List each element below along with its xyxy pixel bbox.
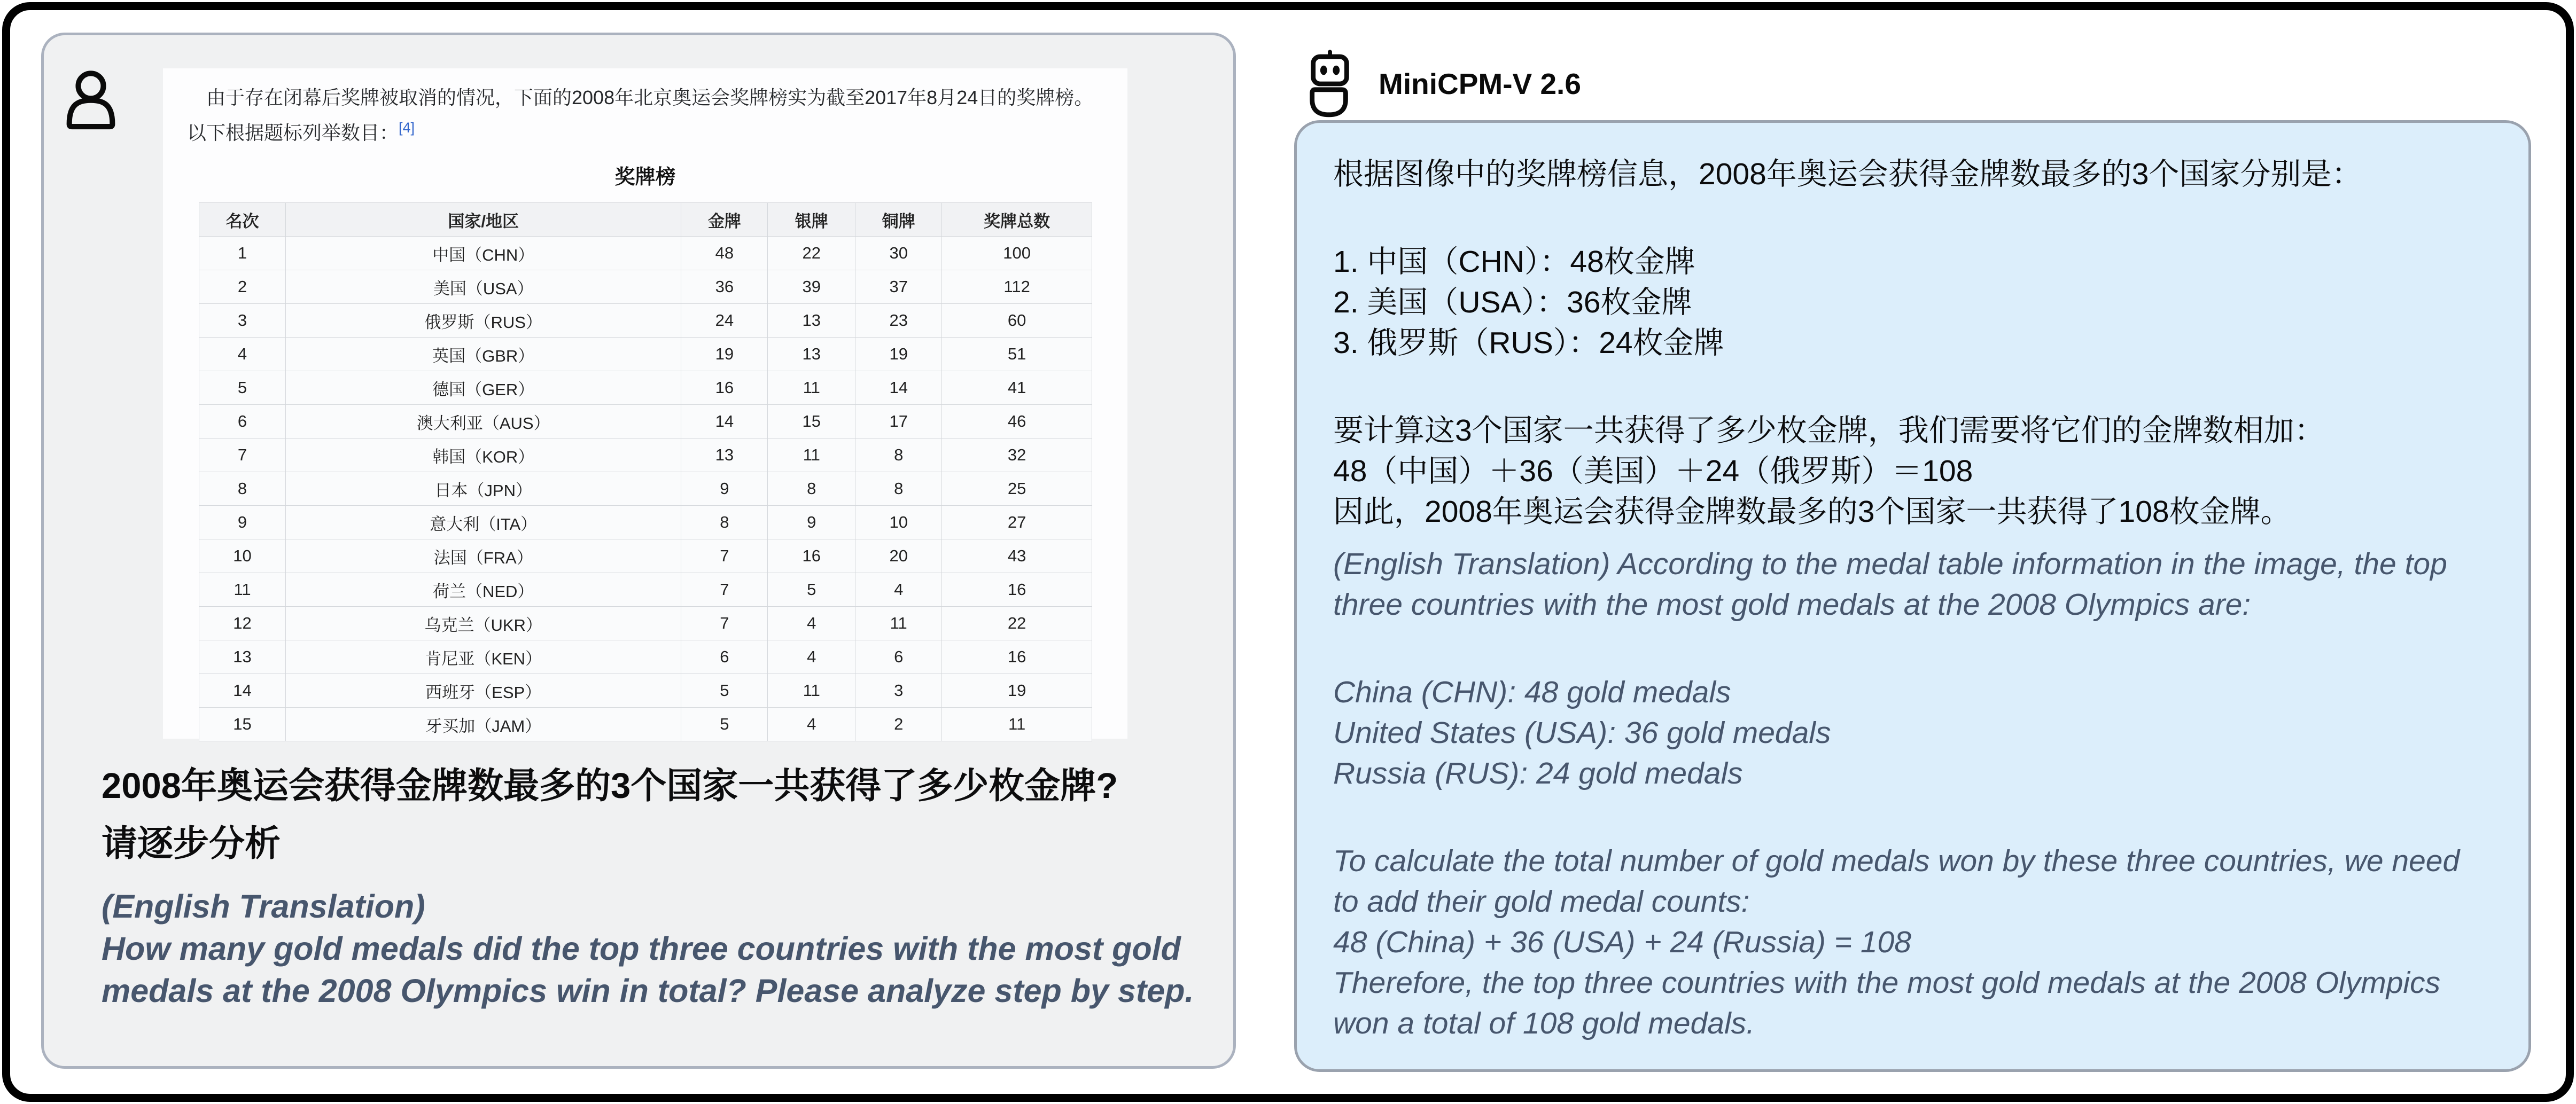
medal-table-cell: 19: [855, 338, 942, 371]
response-en-intro: (English Translation) According to the medal table information in the image, the top three countries with the most gold medals at the 2008 Olympics are:: [1333, 547, 2447, 622]
medal-table-cell: 13: [768, 338, 855, 371]
medal-table-cell: 10: [199, 539, 286, 573]
medal-table-row: [199, 573, 1092, 607]
medal-table-cell: 13: [199, 640, 286, 674]
medal-table-cell: 意大利（ITA）: [286, 506, 681, 539]
response-en-list-item: Russia (RUS): 24 gold medals: [1333, 756, 1743, 790]
medal-table-cell: 4: [768, 607, 855, 640]
medal-table-cell: 10: [855, 506, 942, 539]
medal-table-cell: 8: [199, 472, 286, 506]
medal-table-header-cell: 金牌: [681, 203, 768, 237]
medal-table-header-cell: 银牌: [768, 203, 855, 237]
medal-table-cell: 韩国（KOR）: [286, 439, 681, 472]
medal-table-cell: 46: [942, 405, 1092, 439]
medal-table-cell: 牙买加（JAM）: [286, 708, 681, 741]
medal-table-cell: 16: [942, 640, 1092, 674]
response-en-list-item: United States (USA): 36 gold medals: [1333, 716, 1831, 750]
question-en-text: How many gold medals did the top three countries with the most gold medals at the 2008 Olympics win in total? Please analyze step by step.: [102, 930, 1194, 1009]
medal-table-cell: 51: [942, 338, 1092, 371]
medal-table-cell: 15: [199, 708, 286, 741]
medal-table-row: [199, 674, 1092, 708]
medal-table-cell: 4: [768, 708, 855, 741]
medal-table-header-row: [199, 203, 1092, 237]
medal-table-cell: 中国（CHN）: [286, 237, 681, 270]
medal-table-cell: 25: [942, 472, 1092, 506]
citation-link: [4]: [399, 120, 415, 136]
medal-table-cell: 6: [199, 405, 286, 439]
medal-table-cell: 俄罗斯（RUS）: [286, 304, 681, 338]
medal-table-row: [199, 304, 1092, 338]
question-zh: [102, 757, 1202, 873]
embedded-medal-table-screenshot: [163, 68, 1127, 739]
medal-table-cell: 2: [199, 270, 286, 304]
robot-icon: [1304, 49, 1356, 119]
medal-table-row: [199, 338, 1092, 371]
medal-table-cell: 8: [681, 506, 768, 539]
medal-table-cell: 37: [855, 270, 942, 304]
response-en-list-item: China (CHN): 48 gold medals: [1333, 675, 1731, 709]
medal-table-cell: 36: [681, 270, 768, 304]
medal-table-cell: 9: [199, 506, 286, 539]
medal-table-cell: 15: [768, 405, 855, 439]
medal-table-cell: 16: [768, 539, 855, 573]
medal-table-cell: 7: [681, 607, 768, 640]
note-text: 由于存在闭幕后奖牌被取消的情况，下面的2008年北京奥运会奖牌榜实为截至2017年8月24日的奖牌榜。以下根据题标列举数目：[4]: [187, 87, 1094, 144]
medal-table-cell: 7: [681, 573, 768, 607]
medal-table-cell: 英国（GBR）: [286, 338, 681, 371]
assistant-header: [1304, 49, 1581, 119]
medal-table-cell: 41: [942, 371, 1092, 405]
medal-table-cell: 6: [855, 640, 942, 674]
medal-table-cell: 4: [855, 573, 942, 607]
response-zh-calc-intro: 要计算这3个国家一共获得了多少枚金牌，我们需要将它们的金牌数相加：: [1333, 413, 2325, 448]
translation-label: (English Translation): [102, 888, 425, 925]
medal-table-cell: 11: [855, 607, 942, 640]
medal-table-cell: 5: [681, 708, 768, 741]
medal-table-cell: 24: [681, 304, 768, 338]
medal-table-cell: 19: [681, 338, 768, 371]
response-zh-list-item: 2. 美国（USA）：36枚金牌: [1333, 285, 1692, 319]
medal-table-row: [199, 506, 1092, 539]
medal-table-cell: 23: [855, 304, 942, 338]
response-en-list: [1333, 672, 2491, 794]
medal-table-row: [199, 270, 1092, 304]
medal-table-cell: 美国（USA）: [286, 270, 681, 304]
medal-table-row: [199, 539, 1092, 573]
response-zh-list-item: 1. 中国（CHN）：48枚金牌: [1333, 245, 1695, 279]
medal-table-cell: 5: [768, 573, 855, 607]
medal-table-cell: 48: [681, 237, 768, 270]
medal-table-cell: 11: [942, 708, 1092, 741]
medal-table-cell: 7: [199, 439, 286, 472]
response-zh-conclusion: 因此，2008年奥运会获得金牌数最多的3个国家一共获得了108枚金牌。: [1333, 495, 2291, 529]
question-zh-line2: 请逐步分析: [102, 824, 281, 864]
medal-table-cell: 8: [855, 439, 942, 472]
medal-table-cell: 14: [199, 674, 286, 708]
medal-table-cell: 100: [942, 237, 1092, 270]
medal-table-cell: 9: [768, 506, 855, 539]
medal-table-header-cell: 奖牌总数: [942, 203, 1092, 237]
medal-table-cell: 16: [942, 573, 1092, 607]
medal-table-header-cell: 名次: [199, 203, 286, 237]
response-zh-list-item: 3. 俄罗斯（RUS）：24枚金牌: [1333, 326, 1724, 360]
medal-table-cell: 12: [199, 607, 286, 640]
medal-table-row: [199, 237, 1092, 270]
medal-table-cell: 19: [942, 674, 1092, 708]
medal-table-cell: 11: [768, 439, 855, 472]
medal-table-cell: 16: [681, 371, 768, 405]
medal-table-cell: 西班牙（ESP）: [286, 674, 681, 708]
medal-table-cell: 乌克兰（UKR）: [286, 607, 681, 640]
medal-table-cell: 德国（GER）: [286, 371, 681, 405]
medal-table-row: [199, 708, 1092, 741]
medal-table-cell: 22: [768, 237, 855, 270]
medal-table-cell: 法国（FRA）: [286, 539, 681, 573]
medal-table-cell: 32: [942, 439, 1092, 472]
medal-table-cell: 4: [199, 338, 286, 371]
response-en-equation: 48 (China) + 36 (USA) + 24 (Russia) = 108: [1333, 925, 1911, 959]
medal-table-row: [199, 640, 1092, 674]
medal-table-cell: 17: [855, 405, 942, 439]
medal-table-body: [199, 237, 1092, 741]
medal-table-cell: 11: [768, 674, 855, 708]
medal-table-cell: 3: [855, 674, 942, 708]
medal-table-cell: 22: [942, 607, 1092, 640]
medal-table-cell: 荷兰（NED）: [286, 573, 681, 607]
medal-table: [199, 202, 1092, 741]
medal-table-row: [199, 371, 1092, 405]
model-name: MiniCPM-V 2.6: [1379, 67, 1581, 100]
medal-table-cell: 13: [681, 439, 768, 472]
medal-table-header-cell: 铜牌: [855, 203, 942, 237]
medal-table-cell: 112: [942, 270, 1092, 304]
medal-table-header-cell: 国家/地区: [286, 203, 681, 237]
medal-table-cell: 27: [942, 506, 1092, 539]
response-zh-equation: 48（中国）＋36（美国）＋24（俄罗斯）＝108: [1333, 454, 1973, 488]
medal-table-row: [199, 405, 1092, 439]
response-en-calc-intro: To calculate the total number of gold medals won by these three countries, we need to add their gold medal counts:: [1333, 844, 2460, 919]
medal-table-cell: 5: [199, 371, 286, 405]
medal-table-cell: 30: [855, 237, 942, 270]
medal-table-cell: 肯尼亚（KEN）: [286, 640, 681, 674]
medal-table-row: [199, 439, 1092, 472]
medal-table-cell: 6: [681, 640, 768, 674]
response-zh-intro: 根据图像中的奖牌榜信息，2008年奥运会获得金牌数最多的3个国家分别是：: [1333, 157, 2362, 191]
medal-table-cell: 4: [768, 640, 855, 674]
medal-table-cell: 14: [681, 405, 768, 439]
medal-table-cell: 5: [681, 674, 768, 708]
medal-table-cell: 11: [768, 371, 855, 405]
medal-table-row: [199, 607, 1092, 640]
medal-table-cell: 澳大利亚（AUS）: [286, 405, 681, 439]
medal-table-cell: 60: [942, 304, 1092, 338]
medal-table-cell: 9: [681, 472, 768, 506]
user-avatar-icon: [61, 68, 121, 135]
medal-table-cell: 8: [855, 472, 942, 506]
question-zh-line1: 2008年奥运会获得金牌数最多的3个国家一共获得了多少枚金牌?: [102, 766, 1118, 806]
medal-table-cell: 3: [199, 304, 286, 338]
question-en: [102, 886, 1202, 1012]
medal-table-cell: 43: [942, 539, 1092, 573]
medal-table-cell: 日本（JPN）: [286, 472, 681, 506]
medal-table-row: [199, 472, 1092, 506]
response-zh-list: [1333, 241, 2491, 363]
medal-table-cell: 39: [768, 270, 855, 304]
medal-table-cell: 14: [855, 371, 942, 405]
assistant-response-bubble: [1294, 120, 2531, 1072]
medal-table-cell: 2: [855, 708, 942, 741]
medal-table-cell: 11: [199, 573, 286, 607]
medal-table-cell: 1: [199, 237, 286, 270]
medal-table-cell: 8: [768, 472, 855, 506]
medal-table-cell: 7: [681, 539, 768, 573]
medal-table-title: 奖牌榜: [614, 166, 676, 189]
response-en-conclusion: Therefore, the top three countries with the most gold medals at the 2008 Olympics won a total of 108 gold medals.: [1333, 966, 2441, 1040]
medal-table-cell: 20: [855, 539, 942, 573]
user-message-panel: [41, 33, 1236, 1069]
medal-table-cell: 13: [768, 304, 855, 338]
